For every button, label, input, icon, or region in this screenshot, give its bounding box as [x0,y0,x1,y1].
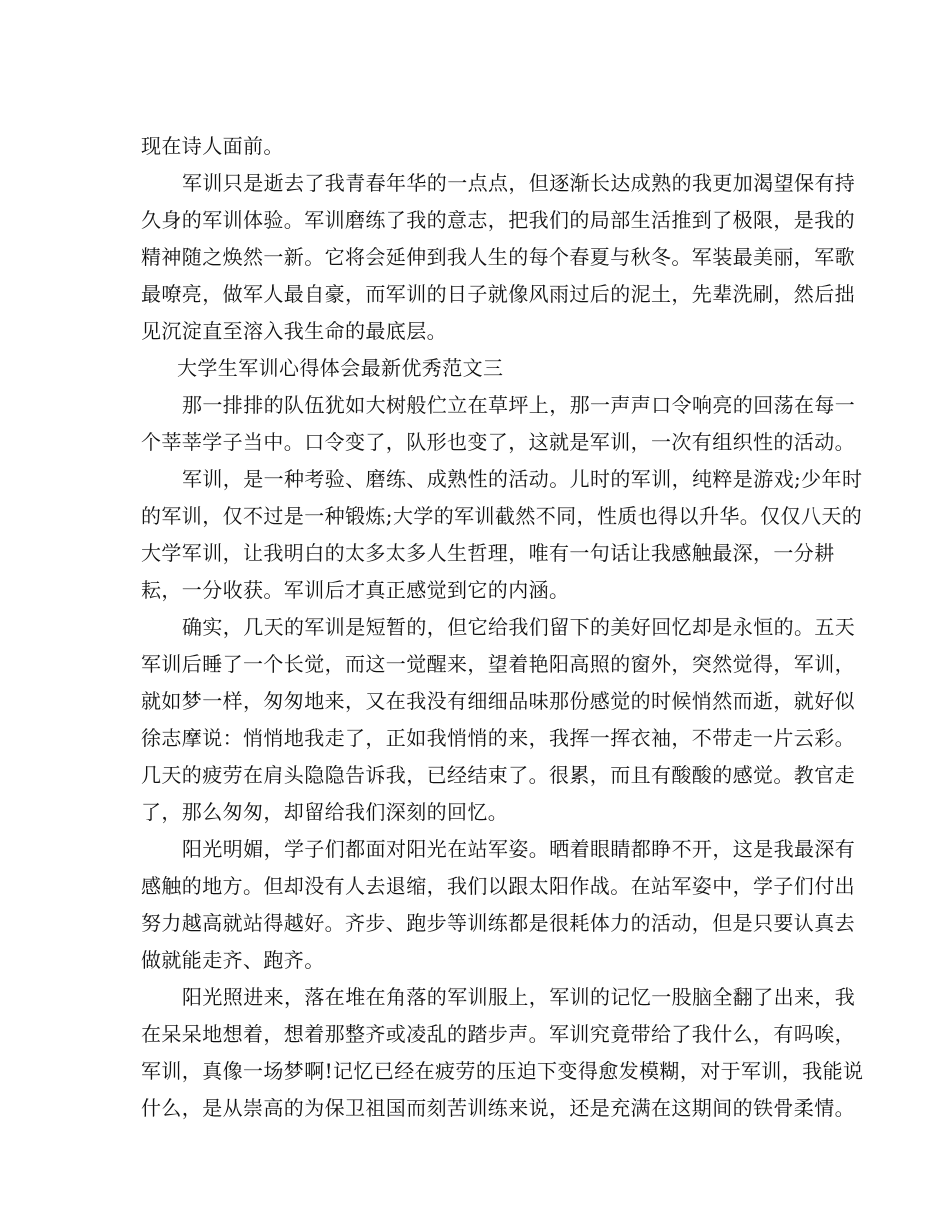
text-line-09: 个莘莘学子当中。口令变了，队形也变了，这就是军训，一次有组织性的活动。 [141,430,855,454]
text-line-03: 久身的军训体验。军训磨练了我的意志，把我们的局部生活推到了极限，是我的 [141,208,855,232]
text-line-24: 阳光照进来，落在堆在角落的军训服上，军训的记忆一股脑全翻了出来，我 [182,985,856,1009]
text-line-13: 耘，一分收获。军训后才真正感觉到它的内涵。 [141,578,570,602]
text-line-15: 军训后睡了一个长觉，而这一觉醒来，望着艳阳高照的窗外，突然觉得，军训， [141,652,855,676]
text-line-10: 军训，是一种考验、磨练、成熟性的活动。儿时的军训，纯粹是游戏;少年时 [182,467,863,491]
section-heading: 大学生军训心得体会最新优秀范文三 [177,356,504,380]
text-line-12: 大学军训，让我明白的太多太多人生哲理，唯有一句话让我感触最深，一分耕 [141,541,835,565]
text-line-18: 几天的疲劳在肩头隐隐告诉我，已经结束了。很累，而且有酸酸的感觉。教官走 [141,763,855,787]
text-line-04: 精神随之焕然一新。它将会延伸到我人生的每个春夏与秋冬。军装最美丽，军歌 [141,245,855,269]
text-line-08: 那一排排的队伍犹如大树般伫立在草坪上，那一声声口令响亮的回荡在每一 [182,393,856,417]
text-line-21: 感触的地方。但却没有人去退缩，我们以跟太阳作战。在站军姿中，学子们付出 [141,874,855,898]
text-line-01: 现在诗人面前。 [141,134,284,158]
text-line-19: 了，那么匆匆，却留给我们深刻的回忆。 [141,800,509,824]
text-line-14: 确实，几天的军训是短暂的，但它给我们留下的美好回忆却是永恒的。五天 [182,615,856,639]
text-line-23: 做就能走齐、跑齐。 [141,948,325,972]
text-line-11: 的军训，仅不过是一种锻炼;大学的军训截然不同，性质也得以升华。仅仅八天的 [141,504,863,528]
text-line-26: 军训，真像一场梦啊!记忆已经在疲劳的压迫下变得愈发模糊，对于军训，我能说 [141,1059,864,1083]
text-line-02: 军训只是逝去了我青春年华的一点点，但逐渐长达成熟的我更加渴望保有持 [182,171,856,195]
text-line-27: 什么，是从崇高的为保卫祖国而刻苦训练来说，还是充满在这期间的铁骨柔情。 [141,1096,855,1120]
text-line-22: 努力越高就站得越好。齐步、跑步等训练都是很耗体力的活动，但是只要认真去 [141,911,855,935]
text-line-25: 在呆呆地想着，想着那整齐或凌乱的踏步声。军训究竟带给了我什么，有吗唉， [141,1022,855,1046]
text-line-17: 徐志摩说：悄悄地我走了，正如我悄悄的来，我挥一挥衣袖，不带走一片云彩。 [141,726,855,750]
text-line-20: 阳光明媚，学子们都面对阳光在站军姿。晒着眼睛都睁不开，这是我最深有 [182,837,856,861]
text-line-06: 见沉淀直至溶入我生命的最底层。 [141,319,447,343]
text-line-16: 就如梦一样，匆匆地来，又在我没有细细品味那份感觉的时候悄然而逝，就好似 [141,689,855,713]
text-line-05: 最嘹亮，做军人最自豪，而军训的日子就像风雨过后的泥土，先辈洗刷，然后拙 [141,282,855,306]
